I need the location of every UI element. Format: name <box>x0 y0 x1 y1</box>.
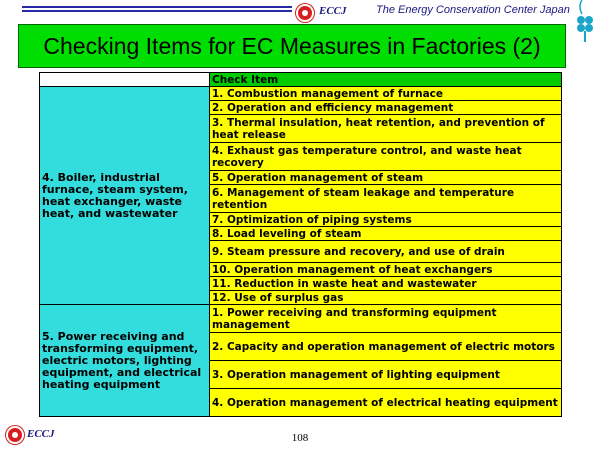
check-item-cell: 2. Operation and efficiency management <box>210 101 562 115</box>
check-item-cell: 10. Operation management of heat exchangers <box>210 263 562 277</box>
header-rule <box>22 6 292 16</box>
check-item-cell: 9. Steam pressure and recovery, and use of drain <box>210 241 562 263</box>
check-item-cell: 12. Use of surplus gas <box>210 291 562 305</box>
organization-name: The Energy Conservation Center Japan <box>376 4 570 16</box>
check-item-cell: 1. Power receiving and transforming equipment management <box>210 305 562 333</box>
page-title: Checking Items for EC Measures in Factories (2) <box>18 24 566 68</box>
category-cell: 5. Power receiving and transforming equipment, electric motors, lighting equipment, and electrical heating equipment <box>40 305 210 417</box>
table-row <box>40 305 562 333</box>
page-number: 108 <box>291 432 309 444</box>
clover-icon <box>568 0 600 46</box>
header-logo-text: ECCJ <box>319 5 347 17</box>
check-item-cell: 7. Optimization of piping systems <box>210 213 562 227</box>
check-item-cell: 11. Reduction in waste heat and wastewater <box>210 277 562 291</box>
check-items-table <box>39 72 562 417</box>
check-item-cell: 3. Operation management of lighting equipment <box>210 361 562 389</box>
eccj-logo-icon <box>296 4 314 22</box>
check-item-cell: 4. Operation management of electrical heating equipment <box>210 389 562 417</box>
table-row <box>40 87 562 101</box>
check-item-cell: 3. Thermal insulation, heat retention, and prevention of heat release <box>210 115 562 143</box>
check-item-cell: 2. Capacity and operation management of electric motors <box>210 333 562 361</box>
footer-logo-text: ECCJ <box>27 428 55 440</box>
check-item-cell: 8. Load leveling of steam <box>210 227 562 241</box>
category-cell: 4. Boiler, industrial furnace, steam system, heat exchanger, waste heat, and wastewater <box>40 87 210 305</box>
check-item-cell: 1. Combustion management of furnace <box>210 87 562 101</box>
check-item-cell: 6. Management of steam leakage and temperature retention <box>210 185 562 213</box>
header-corner-cell <box>40 73 210 87</box>
column-header: Check Item <box>210 73 562 87</box>
check-item-cell: 4. Exhaust gas temperature control, and waste heat recovery <box>210 143 562 171</box>
check-item-cell: 5. Operation management of steam <box>210 171 562 185</box>
